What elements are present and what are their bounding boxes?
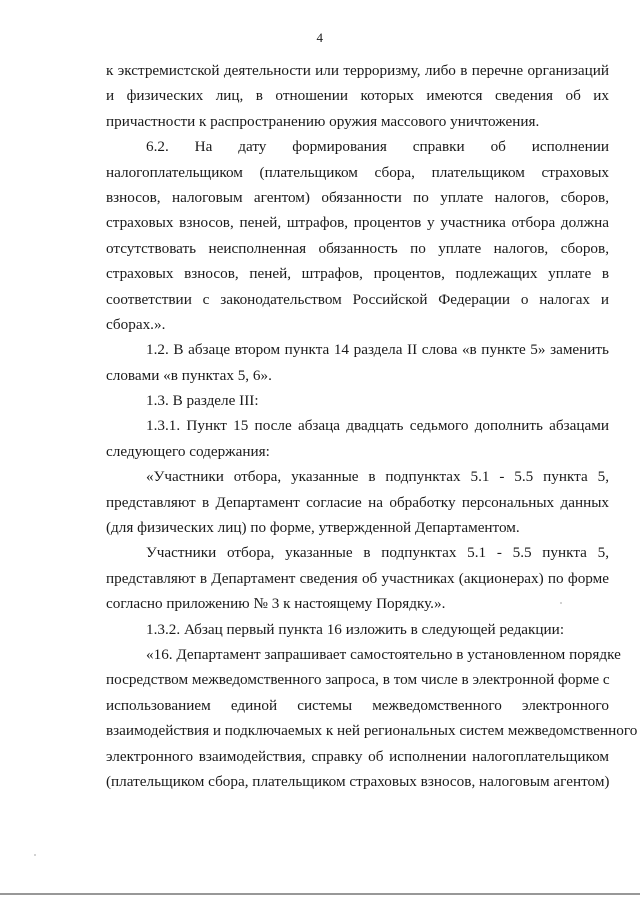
text-line: (для физических лиц) по форме, утвержденной Департаментом. (106, 519, 520, 537)
document-body (106, 58, 638, 794)
text-line: словами «в пунктах 5, 6». (106, 366, 272, 384)
text-line: и физических лиц, в отношении которых имеются сведения об их (106, 87, 609, 105)
scan-speck (560, 602, 562, 604)
text-line: взаимодействия и подключаемых к ней региональных систем межведомственного (106, 722, 638, 740)
text-line: следующего содержания: (106, 442, 270, 460)
text-line: представляют в Департамент согласие на обработку персональных данных (106, 493, 609, 511)
scan-speck (34, 854, 36, 856)
text-line: 1.3. В разделе III: (146, 392, 259, 410)
text-line: посредством межведомственного запроса, в том числе в электронной форме с (106, 671, 610, 689)
page-number: 4 (316, 30, 324, 45)
text-line: налогоплательщиком (плательщиком сбора, плательщиком страховых (106, 163, 609, 181)
text-line: страховых взносов, пеней, штрафов, процентов, подлежащих уплате в (106, 265, 609, 283)
text-line: 6.2. На дату формирования справки об исполнении (146, 138, 609, 156)
text-line: «16. Департамент запрашивает самостоятельно в установленном порядке (146, 645, 621, 663)
text-line: (плательщиком сбора, плательщиком страховых взносов, налоговым агентом) (106, 772, 610, 790)
text-line: к экстремистской деятельности или терроризму, либо в перечне организаций (106, 62, 609, 79)
text-line: использованием единой системы межведомственного электронного (106, 696, 609, 714)
text-line: согласно приложению № 3 к настоящему Порядку.». (106, 595, 446, 613)
text-line: 1.3.1. Пункт 15 после абзаца двадцать седьмого дополнить абзацами (146, 417, 609, 435)
text-line: Участники отбора, указанные в подпунктах 5.1 - 5.5 пункта 5, (146, 544, 609, 562)
text-line: представляют в Департамент сведения об участниках (акционерах) по форме (106, 569, 609, 587)
scan-edge-line (0, 893, 640, 895)
text-line: страховых взносов, пеней, штрафов, процентов у участника отбора должна (106, 214, 609, 232)
text-line: взносов, налоговым агентом) обязанности по уплате налогов, сборов, (106, 188, 609, 206)
text-line: электронного взаимодействия, справку об исполнении налогоплательщиком (106, 747, 609, 765)
text-line: 1.2. В абзаце втором пункта 14 раздела II слова «в пункте 5» заменить (146, 341, 609, 359)
text-line: соответствии с законодательством Российской Федерации о налогах и (106, 290, 609, 308)
text-line: сборах.». (106, 315, 166, 333)
text-line: отсутствовать неисполненная обязанность по уплате налогов, сборов, (106, 239, 609, 257)
text-line: «Участники отбора, указанные в подпунктах 5.1 - 5.5 пункта 5, (146, 468, 609, 486)
text-line: 1.3.2. Абзац первый пункта 16 изложить в следующей редакции: (146, 620, 565, 638)
text-line: причастности к распространению оружия массового уничтожения. (106, 112, 540, 130)
